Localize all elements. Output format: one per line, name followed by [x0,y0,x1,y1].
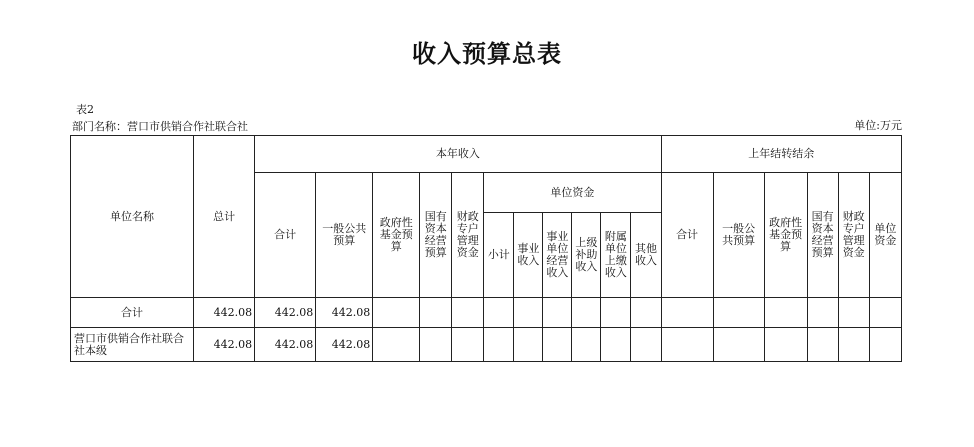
header-current-year: 本年收入 [255,136,661,173]
row-heji: 442.08 [255,298,316,328]
header-fiscal-special: 财政专户管理资金 [452,173,484,298]
row-other-income [631,328,661,362]
row-carryover-gov-fund [764,298,807,328]
header-carryover-general-public: 一般公共预算 [713,173,764,298]
row-carryover-general-public [713,298,764,328]
row-total: 442.08 [194,328,255,362]
row-gov-fund [373,328,420,362]
row-carryover-gov-fund [764,328,807,362]
row-carryover-fiscal-special [838,298,869,328]
header-carryover-fiscal-special: 财政专户管理资金 [838,173,869,298]
row-operating-income [543,328,572,362]
row-carryover-unit-funds [869,298,901,328]
row-carryover-unit-funds [869,328,901,362]
header-subtotal: 小计 [484,213,514,298]
row-operating-income [543,298,572,328]
row-subtotal [484,328,514,362]
header-general-public: 一般公共预算 [316,173,373,298]
header-superior-subsidy: 上级补助收入 [572,213,601,298]
row-fiscal-special [452,298,484,328]
header-carryover-unit-funds: 单位资金 [869,173,901,298]
row-carryover-heji [661,328,713,362]
row-carryover-general-public [713,328,764,362]
row-other-income [631,298,661,328]
row-affiliated-income [601,298,631,328]
header-carryover-gov-fund: 政府性基金预算 [764,173,807,298]
table-row [71,328,902,362]
row-heji: 442.08 [255,328,316,362]
table-row [71,298,902,328]
row-carryover-fiscal-special [838,328,869,362]
header-carryover-state-capital: 国有资本经营预算 [807,173,838,298]
header-state-capital: 国有资本经营预算 [420,173,452,298]
row-name: 营口市供销合作社联合社本级 [71,328,194,362]
income-budget-table [70,135,902,362]
row-carryover-heji [661,298,713,328]
row-carryover-state-capital [807,328,838,362]
row-name: 合计 [71,298,194,328]
row-gov-fund [373,298,420,328]
row-superior-subsidy [572,298,601,328]
row-business-income [514,328,543,362]
header-gov-fund: 政府性基金预算 [373,173,420,298]
unit-label: 单位:万元 [854,119,902,132]
row-general-public: 442.08 [316,298,373,328]
header-carryover: 上年结转结余 [661,136,901,173]
row-fiscal-special [452,328,484,362]
header-operating-income: 事业单位经营收入 [543,213,572,298]
row-state-capital [420,328,452,362]
row-state-capital [420,298,452,328]
header-business-income: 事业收入 [514,213,543,298]
department-label: 部门名称：营口市供销合作社联合社 [72,120,248,133]
header-total: 总计 [194,136,255,298]
form-number: 表2 [76,103,94,116]
row-total: 442.08 [194,298,255,328]
row-business-income [514,298,543,328]
page-title: 收入预算总表 [412,39,562,68]
row-carryover-state-capital [807,298,838,328]
header-heji: 合计 [255,173,316,298]
header-unit-funds: 单位资金 [484,173,661,213]
row-general-public: 442.08 [316,328,373,362]
header-carryover-heji: 合计 [661,173,713,298]
row-subtotal [484,298,514,328]
header-other-income: 其他收入 [631,213,661,298]
row-affiliated-income [601,328,631,362]
row-superior-subsidy [572,328,601,362]
header-unit-name: 单位名称 [71,136,194,298]
header-affiliated-income: 附属单位上缴收入 [601,213,631,298]
